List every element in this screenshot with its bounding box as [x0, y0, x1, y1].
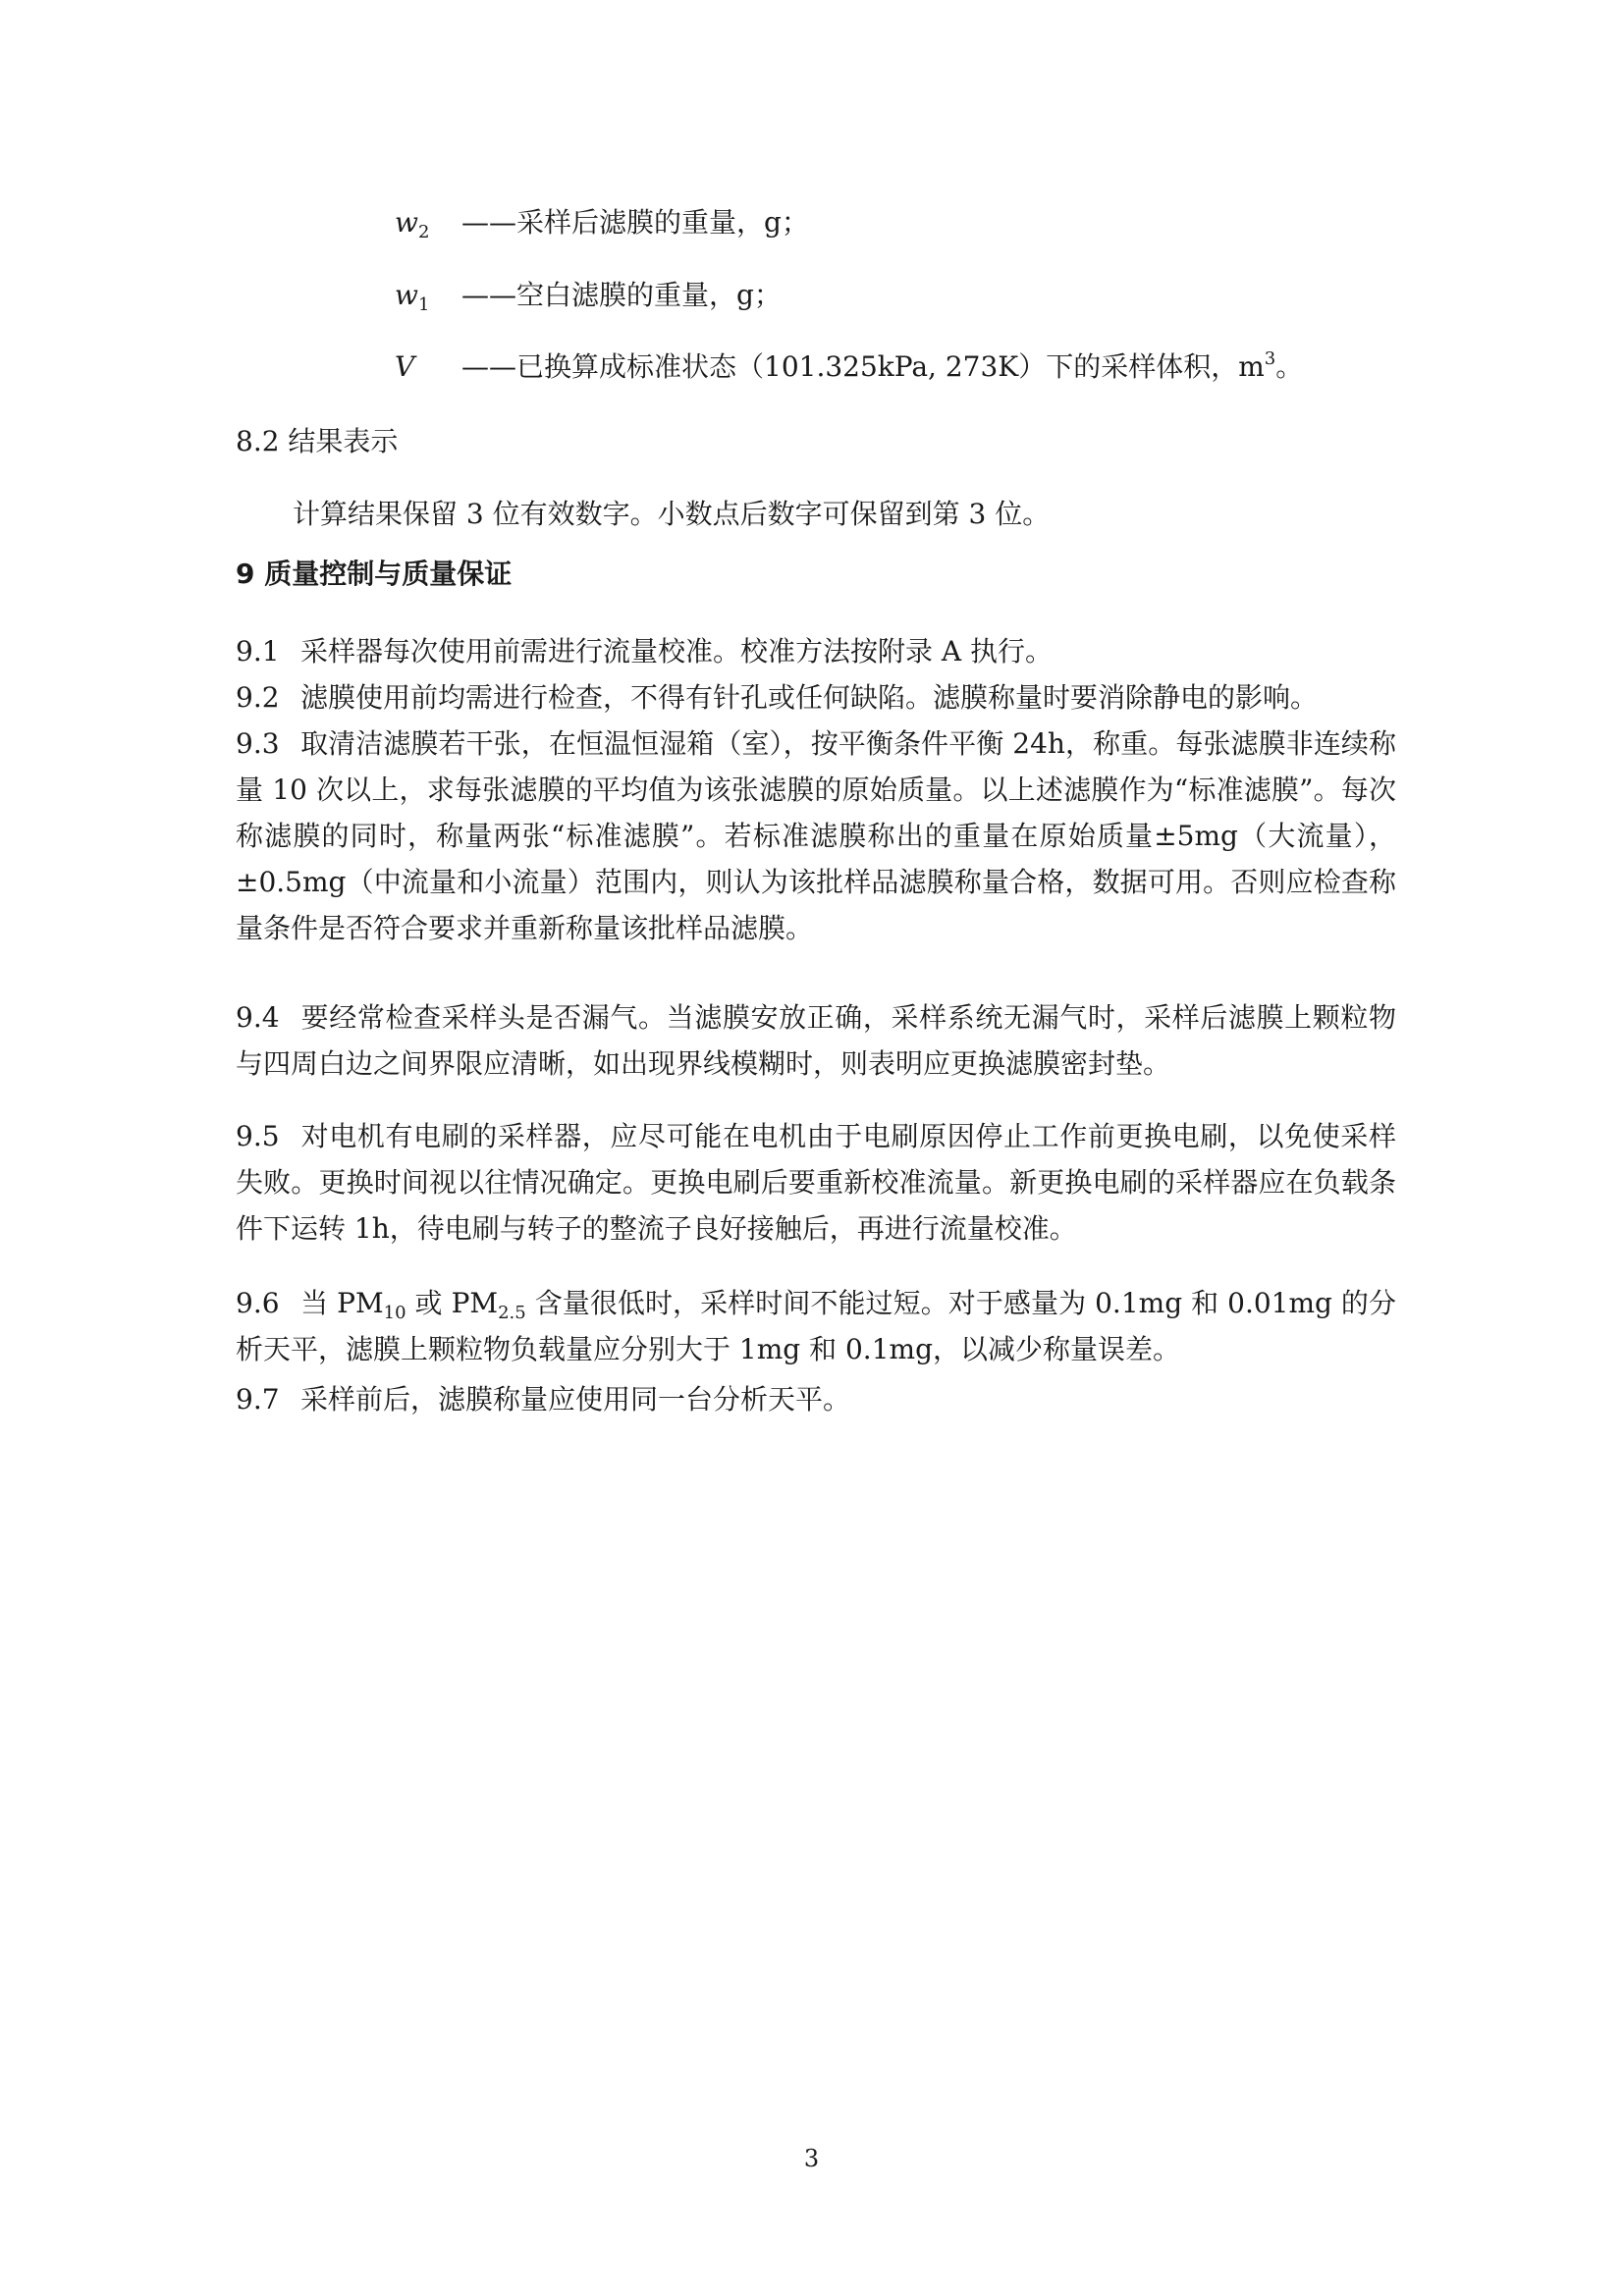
- variable-description: ——空白滤膜的重量，g；: [461, 279, 782, 311]
- clause-9-3: 9.3 取清洁滤膜若干张，在恒温恒湿箱（室），按平衡条件平衡 24h，称重。每张滤膜非连续称量 10 次以上，求每张滤膜的平均值为该张滤膜的原始质量。以上述滤膜作为“标准滤膜”。每次称滤膜的同时，称量两张“标准滤膜”。若标准滤膜称出的重量在原始质量±5mg（大流量），±0.5mg（中流量和小流量）范围内，则认为该批样品滤膜称量合格，数据可用。否则应检查称量条件是否符合要求并重新称量该批样品滤膜。: [236, 727, 1396, 944]
- clause-9-2: 9.2 滤膜使用前均需进行检查，不得有针孔或任何缺陷。滤膜称量时要消除静电的影响。: [236, 681, 1319, 714]
- variable-symbol: V: [395, 350, 415, 383]
- variable-symbol: $w_1$: [395, 279, 430, 315]
- variable-v-line: [395, 347, 1303, 388]
- section-9-heading: 9 质量控制与质量保证: [236, 558, 513, 590]
- section-8-2-text: 计算结果保留 3 位有效数字。小数点后数字可保留到第 3 位。: [293, 498, 1051, 530]
- variable-description: ——采样后滤膜的重量，g；: [461, 206, 809, 239]
- clause-9-5: 9.5 对电机有电刷的采样器，应尽可能在电机由于电刷原因停止工作前更换电刷，以免使采样失败。更换时间视以往情况确定。更换电刷后要重新校准流量。新更换电刷的采样器应在负载条件下运转 1h，待电刷与转子的整流子良好接触后，再进行流量校准。: [236, 1120, 1396, 1245]
- variable-symbol: $w_2$: [395, 206, 430, 242]
- variable-w2-line: [395, 202, 809, 253]
- clause-9-7: 9.7 采样前后，滤膜称量应使用同一台分析天平。: [236, 1383, 851, 1415]
- clause-9-4: 9.4 要经常检查采样头是否漏气。当滤膜安放正确，采样系统无漏气时，采样后滤膜上颗粒物与四周白边之间界限应清晰，如出现界线模糊时，则表明应更换滤膜密封垫。: [236, 1001, 1396, 1080]
- section-8-2-heading: 8.2 结果表示: [236, 425, 399, 457]
- clause-9-1: 9.1 采样器每次使用前需进行流量校准。校准方法按附录 A 执行。: [236, 635, 1054, 667]
- variable-w1-line: [395, 275, 782, 326]
- variable-description: ——已换算成标准状态（101.325kPa, 273K）下的采样体积，$m^3$。: [461, 348, 1304, 383]
- clause-9-6: 9.6 当 $PM_{10}$ 或 $PM_{2.5}$ 含量很低时，采样时间不能过短。对于感量为 0.1mg 和 0.01mg 的分析天平，滤膜上颗粒物负载量应分别大于 1mg 和 0.1mg，以减少称量误差。: [236, 1287, 1397, 1365]
- page-number: 3: [803, 2145, 820, 2172]
